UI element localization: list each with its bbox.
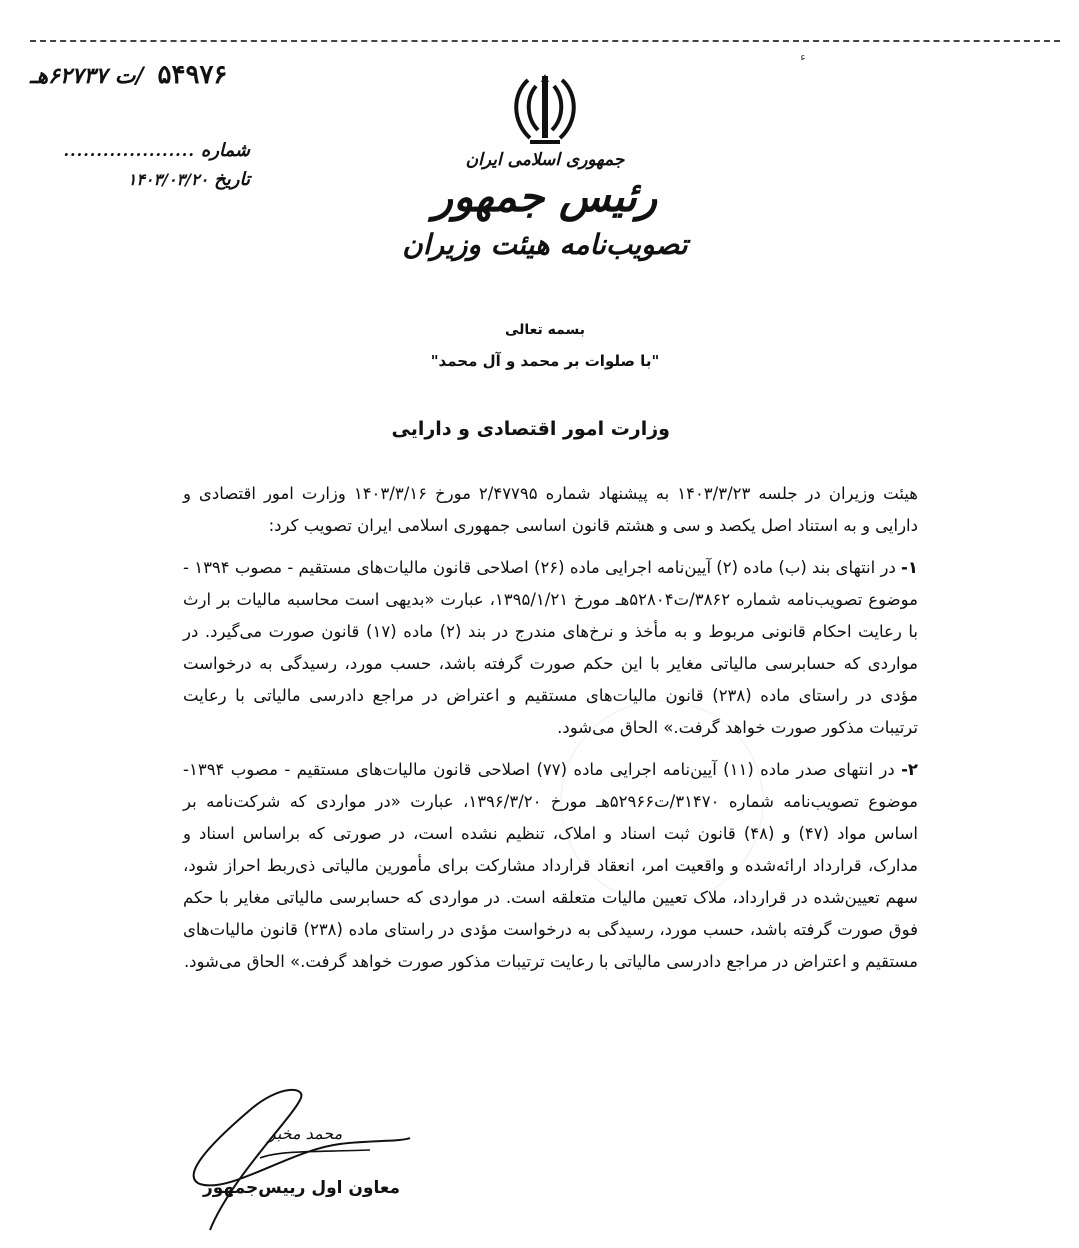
number-value: .................... [63,141,195,160]
date-row [70,169,250,190]
document-type: تصویب‌نامه هیئت وزیران [402,228,688,262]
letterhead [380,150,710,261]
clause-1 [183,552,918,744]
letter-number-value: ۵۴۹۷۶ [157,60,228,90]
letter-meta [63,140,250,198]
salawat: "با صلوات بر محمد و آل محمد" [430,352,660,370]
signatory-name: محمد مخبر [268,1124,343,1143]
clause-2 [183,754,918,978]
letter-code: /ت ۶۲۷۳۷هـ [30,63,144,89]
clause-1-number: ۱- [901,558,918,577]
document-body [183,478,918,978]
number-row [63,140,250,161]
iran-emblem-icon [508,70,582,148]
header-rule [30,40,1060,42]
letter-number [30,60,227,90]
clause-2-text: در انتهای صدر ماده (۱۱) آیین‌نامه اجرایی ماده (۷۷) اصلاحی قانون مالیات‌های مستقیم - مصوب ۱۳۹۴- موضوع تصویب‌نامه شماره ۳۱۴۷۰/ت۵۲۹۶۶هـ مورخ ۱۳۹۶/۳/۲۰، عبارت «در مواردی که شرکت‌نامه بر اساس مواد (۴۷) و (۴۸) قانون ثبت اسناد و املاک، تنظیم نشده است، در صورتی که براساس اسناد و مدارک، قرارداد ارائه‌شده و واقعیت امر، انعقاد قرارداد مشارکت برای مأمورین مالیاتی ذی‌ربط احراز شود، سهم تعیین‌شده در قرارداد، ملاک تعیین مالیات متعلقه است. در مواردی که حسابرسی مالیاتی مغایر با حکم فوق صورت گرفته باشد، حسب مورد، رسیدگی به درخواست مؤدی در راستای ماده (۲۳۸) قانون مالیات‌های مستقیم و اعتراض در مراجع دادرسی مالیاتی با رعایت ترتیبات مذکور صورت خواهد گرفت.» الحاق می‌شود. [183,760,919,971]
date-value: ۱۴۰۳/۰۳/۲۰ [127,170,209,189]
clause-1-text: در انتهای بند (ب) ماده (۲) آیین‌نامه اجرایی ماده (۲۶) اصلاحی قانون مالیات‌های مستقیم - مصوب ۱۳۹۴ - موضوع تصویب‌نامه شماره ۳۸۶۲/ت۵۲۸۰۴هـ مورخ ۱۳۹۵/۱/۲۱، عبارت «بدیهی است محاسبه مالیات بر ارث با رعایت احکام قانونی مربوط و به مأخذ و نرخ‌های مندرج در بند (۲) ماده (۱۷) قانون صورت می‌گیرد. در مواردی که حسابرسی مالیاتی مغایر با این حکم صورت گرفته باشد، حسب مورد، رسیدگی به درخواست مؤدی در راستای ماده (۲۳۸) قانون مالیات‌های مستقیم و اعتراض در مراجع دادرسی مالیاتی با رعایت ترتیبات مذکور صورت خواهد گرفت.» الحاق می‌شود. [183,558,919,737]
office-title: رئیس جمهور [432,172,658,221]
country-name: جمهوری اسلامی ایران [465,150,625,170]
intro-paragraph: هیئت وزیران در جلسه ۱۴۰۳/۳/۲۳ به پیشنهاد شماره ۲/۴۷۷۹۵ مورخ ۱۴۰۳/۳/۱۶ وزارت امور اقتصادی و دارایی و به استناد اصل یکصد و سی و هشتم قانون اساسی جمهوری اسلامی ایران تصویب کرد: [183,484,918,535]
clause-2-number: ۲- [901,760,918,779]
addressee: وزارت امور اقتصادی و دارایی [391,418,670,440]
date-label: تاریخ [214,169,250,190]
signatory-title: معاون اول رییس‌جمهور [202,1178,400,1198]
top-mark: ء [800,50,806,64]
number-label: شماره [200,140,250,161]
handwritten-signature [170,1080,420,1240]
bismillah: بسمه تعالی [504,322,586,338]
